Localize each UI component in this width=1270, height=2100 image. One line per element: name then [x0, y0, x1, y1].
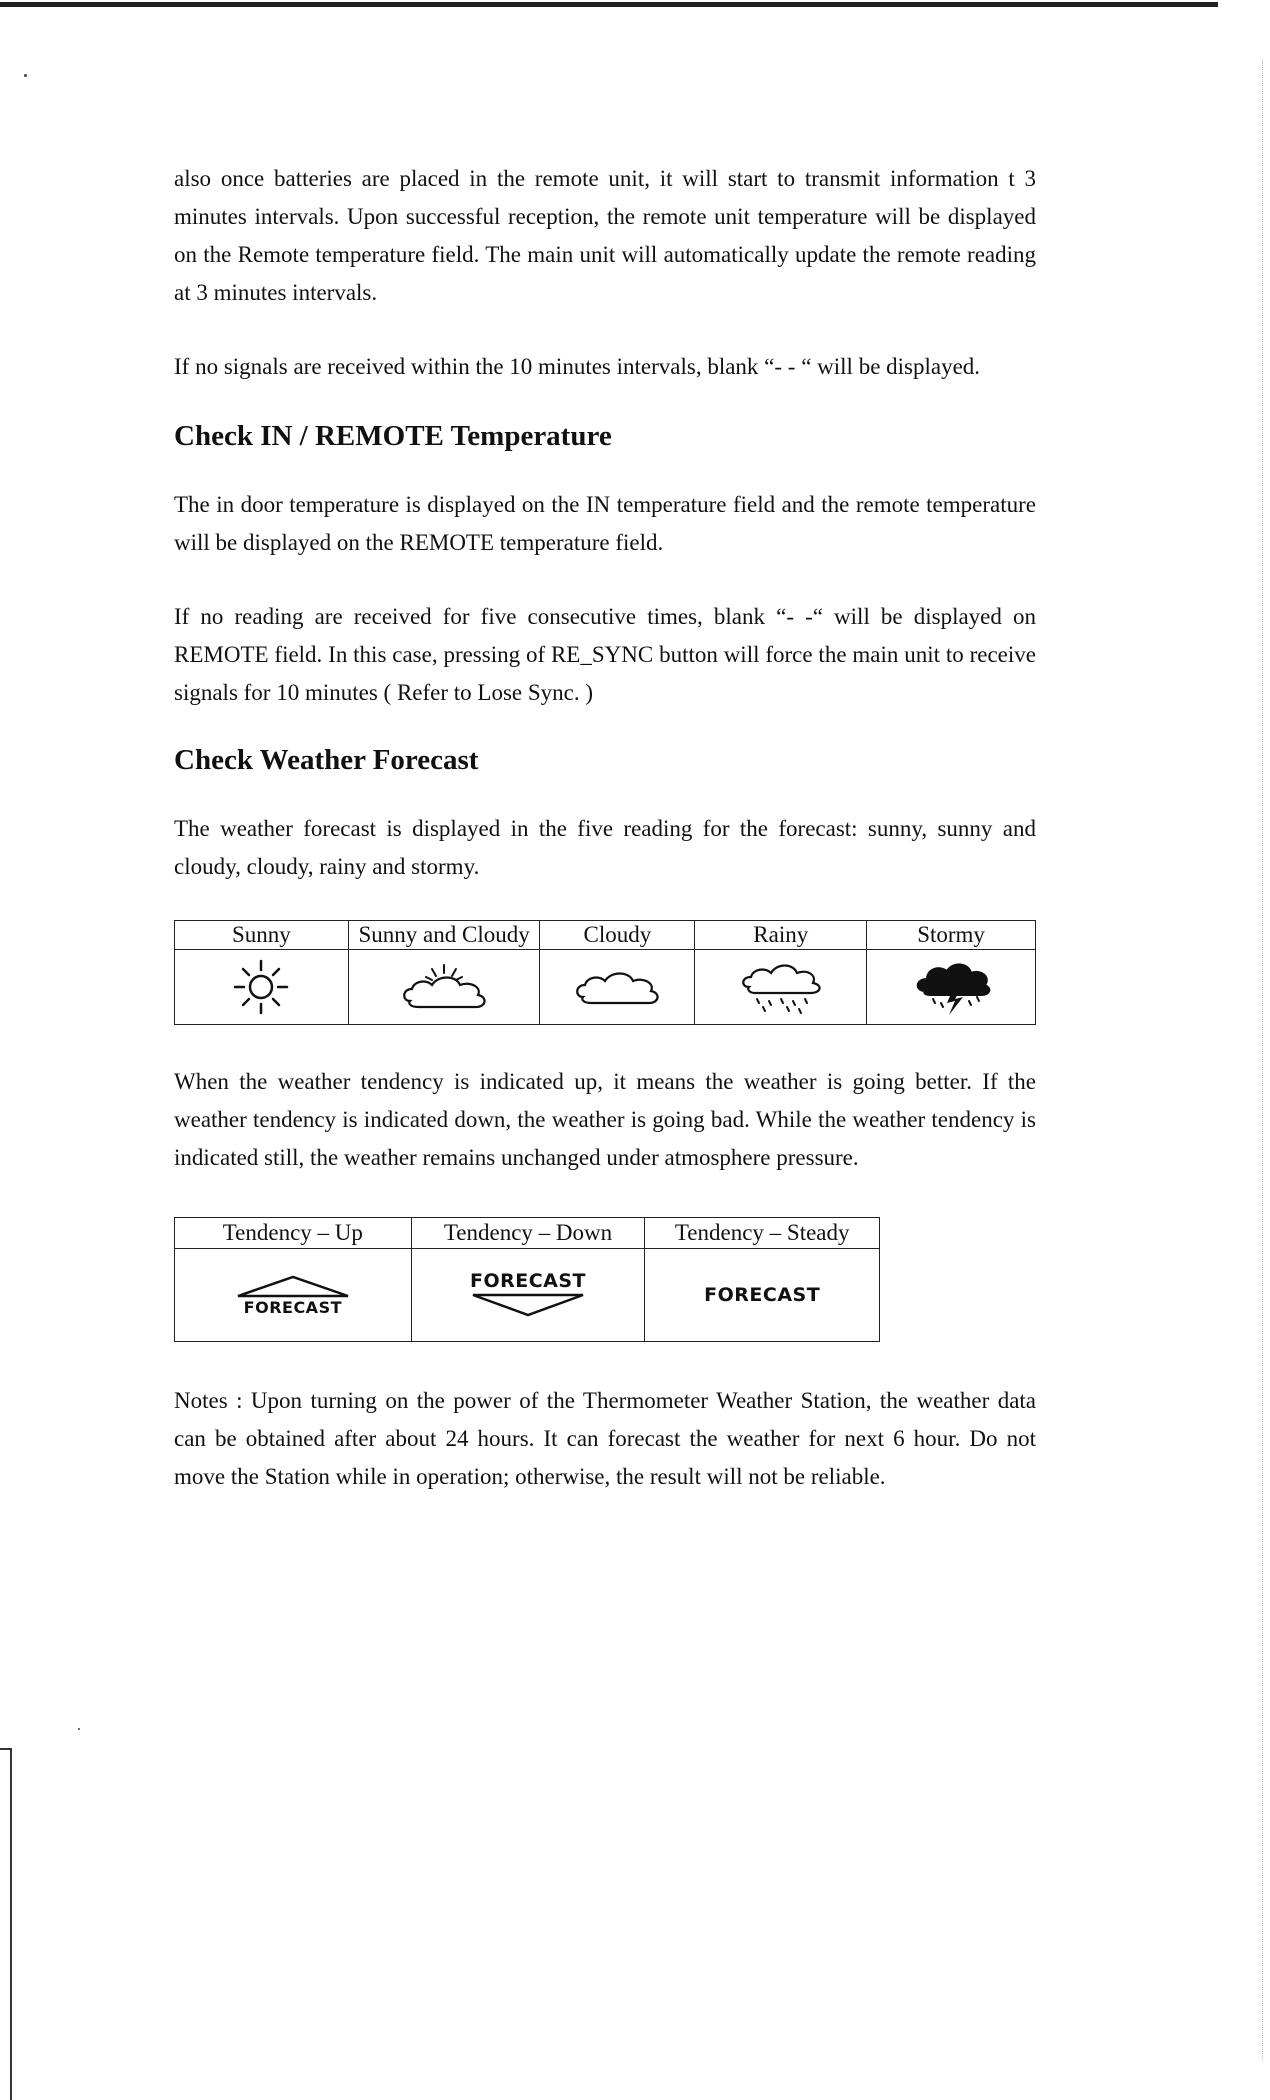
storm-icon [903, 957, 999, 1017]
table-header: Stormy [867, 921, 1036, 950]
table-header: Rainy [695, 921, 867, 950]
sun-cloud-icon [396, 957, 492, 1017]
down-arrow-icon [463, 1291, 593, 1319]
table-cell [645, 1249, 880, 1342]
table-cell [175, 1249, 412, 1342]
paragraph: also once batteries are placed in the remote unit, it will start to transmit information t 3 minutes intervals. Upon successful reception, the remote unit temperature will be displayed on the Remote temperature field. The main unit will automatically update the remote reading at 3 minutes intervals. [174, 166, 1036, 305]
scan-speck [24, 74, 27, 77]
top-rule [0, 2, 1218, 7]
table-cell [867, 950, 1036, 1025]
page-edge-mark [0, 1748, 12, 2100]
document-body [174, 160, 1036, 1496]
table-header: Tendency – Up [175, 1218, 412, 1249]
table-header: Cloudy [540, 921, 695, 950]
up-arrow-icon [228, 1274, 358, 1300]
table-cell [695, 950, 867, 1025]
tendency-table [174, 1217, 880, 1342]
table-header: Tendency – Down [411, 1218, 645, 1249]
paragraph: If no signals are received within the 10 minutes intervals, blank “- - “ will be displayed. [174, 354, 981, 379]
table-header: Sunny and Cloudy [348, 921, 540, 950]
scan-speck [78, 1728, 80, 1730]
forecast-label: FORECAST [704, 1284, 821, 1306]
notes-paragraph: Notes : Upon turning on the power of the Thermometer Weather Station, the weather data can be obtained after about 24 hours. It can forecast the weather for next 6 hour. Do not move the Station while in operation; otherwise, the result will not be reliable. [174, 1388, 1036, 1489]
forecast-label: FORECAST [243, 1298, 342, 1318]
rain-cloud-icon [733, 957, 829, 1017]
table-cell [175, 950, 349, 1025]
weather-icons-table [174, 920, 1036, 1025]
paragraph: The in door temperature is displayed on the IN temperature field and the remote temperature will be displayed on the REMOTE temperature field. [174, 492, 1036, 555]
section-heading-temperature: Check IN / REMOTE Temperature [174, 420, 612, 452]
cloud-icon [569, 957, 665, 1017]
table-cell [540, 950, 695, 1025]
table-cell [411, 1249, 645, 1342]
page-edge-line [1262, 60, 1264, 2060]
forecast-label: FORECAST [469, 1269, 587, 1292]
table-cell [348, 950, 540, 1025]
table-header: Sunny [175, 921, 349, 950]
paragraph: If no reading are received for five consecutive times, blank “- -“ will be displayed on REMOTE field. In this case, pressing of RE_SYNC button will force the main unit to receive signals for 10 minutes ( Refer to Lose Sync. ) [174, 604, 1036, 705]
table-header: Tendency – Steady [645, 1218, 880, 1249]
sun-icon [231, 957, 291, 1017]
paragraph: The weather forecast is displayed in the five reading for the forecast: sunny, sunny and cloudy, cloudy, rainy and stormy. [174, 816, 1036, 879]
section-heading-forecast: Check Weather Forecast [174, 744, 479, 776]
paragraph: When the weather tendency is indicated up, it means the weather is going better. If the weather tendency is indicated down, the weather is going bad. While the weather tendency is indicated still, the weather remains unchanged under atmosphere pressure. [174, 1069, 1036, 1170]
